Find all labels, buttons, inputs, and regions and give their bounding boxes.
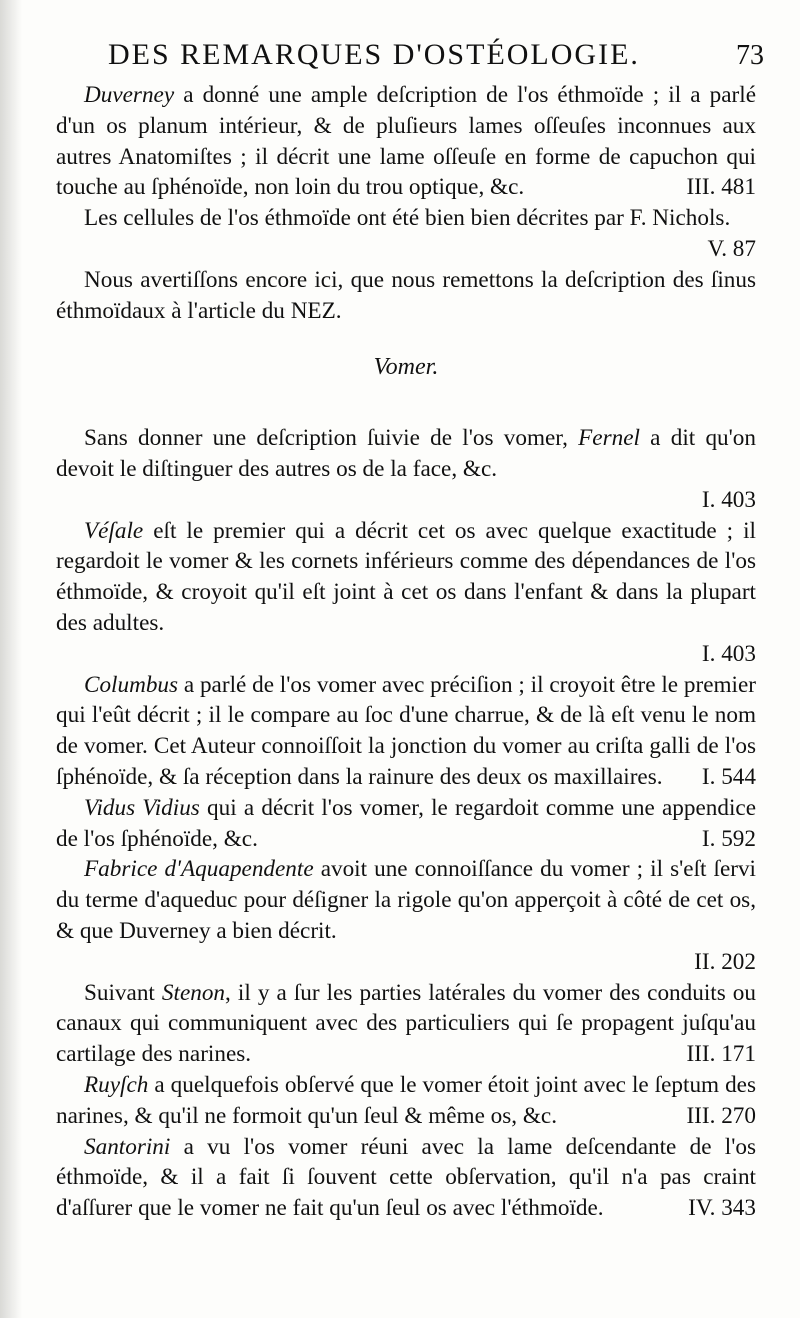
paragraph-stenon [56,978,756,1070]
paragraph-santorini [56,1132,756,1224]
author-name: Fernel [578,425,640,452]
author-name: Vidus Vidius [84,794,200,821]
page-body [56,80,756,1224]
paragraph-ruysch [56,1070,756,1132]
reference: IV. 343 [688,1195,756,1222]
paragraph-fabrice [56,854,756,946]
paragraph-nichols [56,203,756,262]
page-number: 73 [736,40,764,71]
reference: V. 87 [707,235,756,262]
author-name: Fabrice d'Aquapendente [84,856,314,883]
section-heading: Vomer. [373,354,439,381]
paragraph-text: Nous avertiſſons encore ici, que nous remettons la deſcription des ſinus éthmoïdaux à l'article du [56,266,756,324]
author-name: Ruyſch [84,1071,149,1098]
paragraph-text: a donné une ample deſcription de l'os éthmoïde ; il a parlé d'un os planum intérieur, & de pluſieurs lames oſſeuſes inconnues aux autres Anatomiſtes ; il décrit une lame oſſeuſe en forme de capuchon qui touche au ſphénoïde, non loin du trou optique, &c. [56,82,756,201]
paragraph-nez-note [56,265,756,327]
paragraph-text: a vu l'os vomer réuni avec la lame deſcendante de l'os éthmoïde, & il a fait ſi ſouvent cette obſervation, qu'il n'a pas craint d'aſſurer que le vomer ne fait qu'un ſeul os avec l'éthmoïde. [56,1133,756,1222]
paragraph-lead: Suivant [84,979,162,1006]
paragraph-duverney [56,80,756,203]
paragraph-lead: Sans donner une deſcription ſuivie de l'os vomer, [84,425,579,452]
paragraph-columbus [56,670,756,793]
running-title: DES REMARQUES D'OSTÉOLOGIE. [108,38,640,71]
author-name: Columbus [84,671,179,698]
page-gutter-shadow [0,0,22,1318]
reference: I. 403 [701,640,756,667]
reference: I. 544 [701,763,756,790]
paragraph-text: , il y a ſur les parties latérales du vomer des conduits ou canaux qui communiquent avec des particuliers qui ſe propagent juſqu'au cartilage des narines. [56,979,756,1068]
reference: III. 171 [686,1041,756,1068]
paragraph-text: qui a décrit l'os vomer, le regardoit comme une appendice de l'os ſphénoïde, &c. [56,794,757,852]
small-caps-word: NEZ. [290,297,342,324]
paragraph-fernel [56,423,756,485]
paragraph-text: a dit qu'on devoit le diſtinguer des autres os de la face, &c. [56,425,756,482]
paragraph-text: a parlé de l'os vomer avec préciſion ; il croyoit être le premier qui l'eût décrit ; il le compare au ſoc d'une charrue, & de là eſt venu le nom de vomer. Cet Auteur connoiſſoit la jonction du vomer au criſta galli de l'os ſphénoïde, & ſa réception dans la rainure des deux os maxillaires. [56,671,756,790]
author-name: Stenon [161,979,226,1006]
author-name: Santorini [84,1133,171,1160]
paragraph-text: eſt le premier qui a décrit cet os avec quelque exactitude ; il regardoit le vomer & les cornets inférieurs comme des dépendances de l'os éthmoïde, & croyoit qu'il eſt joint à cet os dans l'enfant & dans la plupart des adultes. [56,517,756,636]
paragraph-text: a quelquefois obſervé que le vomer étoit joint avec le ſeptum des narines, & qu'il ne formoit qu'un ſeul & même os, &c. [56,1071,756,1129]
reference: I. 592 [701,825,756,852]
paragraph-vesale [56,516,756,639]
reference: II. 202 [694,948,756,975]
reference: III. 481 [686,174,756,201]
author-name: Véſale [84,517,144,544]
paragraph-text: avoit une connoiſſance du vomer ; il s'eſt ſervi du terme d'aqueduc pour déſigner la rigole qu'on apperçoit à côté de cet os, & que Duverney a bien décrit. [56,856,756,944]
reference: I. 403 [701,486,756,513]
paragraph-vidius [56,793,756,855]
author-name: Duverney [84,82,175,108]
page-header [108,38,764,82]
paragraph-text: Les cellules de l'os éthmoïde ont été bien bien décrites par F. Nichols. [84,205,731,232]
reference: III. 270 [686,1102,756,1129]
